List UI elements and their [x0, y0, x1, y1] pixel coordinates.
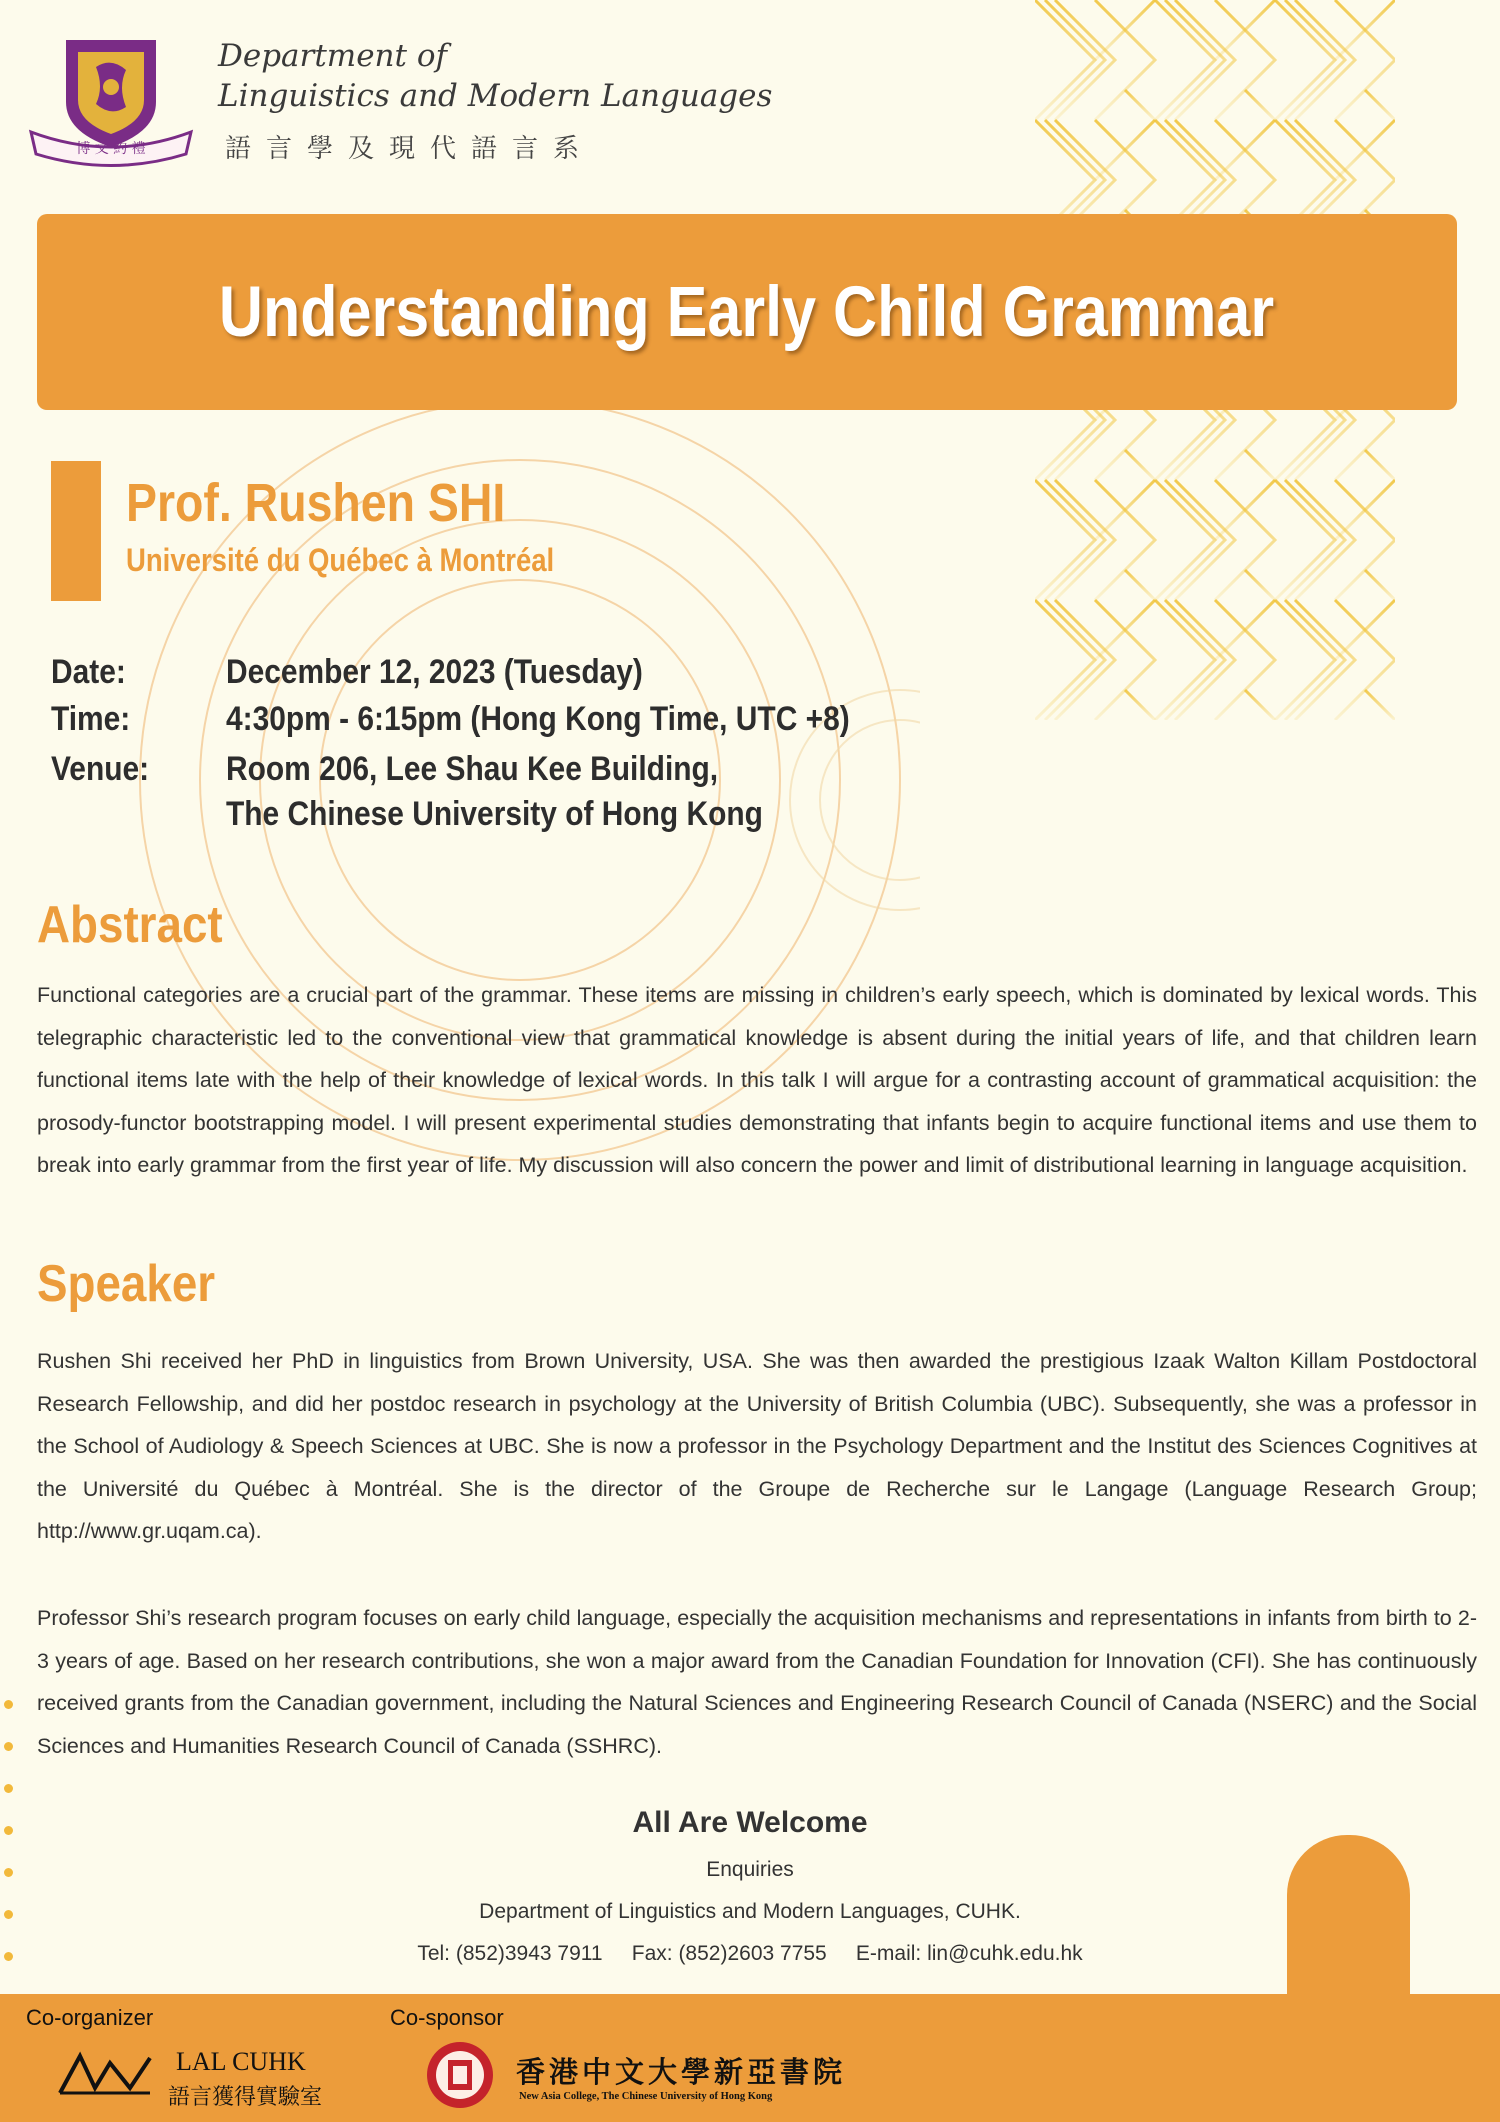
time-label: Time: — [51, 700, 131, 738]
speaker-name: Prof. Rushen SHI — [126, 473, 506, 533]
venue-label: Venue: — [51, 750, 150, 788]
co-sponsor-label: Co-sponsor — [390, 2005, 504, 2030]
title-banner — [37, 214, 1457, 410]
all-are-welcome: All Are Welcome — [632, 1806, 868, 1839]
speaker-affiliation: Université du Québec à Montréal — [126, 542, 555, 578]
arch-decoration — [1287, 1835, 1410, 2010]
speaker-bio-paragraph-2: Professor Shi’s research program focuses on early child language, especially the acquisition mechanisms and representations in infants from birth to 2-3 years of age. Based on her research contributions, she won a major award from the Canadian Foundation for Innovation (CFI). She has continuously received grants from the Canadian government, including the Natural Sciences and Engineering Research Council of Canada (NSERC) and the Social Sciences and Humanities Research Council of Canada (SSHRC). — [37, 1606, 1477, 1758]
speaker-accent-bar — [51, 461, 101, 601]
speaker-heading: Speaker — [37, 1255, 216, 1313]
cuhk-crest-logo — [26, 32, 196, 168]
speaker-bio-paragraph-1: Rushen Shi received her PhD in linguistics from Brown University, USA. She was then awarded the prestigious Izaak Walton Killam Postdoctoral Research Fellowship, and did her postdoc research in psychology at the University of British Columbia (UBC). Subsequently, she was a professor in the School of Audiology & Speech Sciences at UBC. She is now a professor in the Psychology Department and the Institut des Sciences Cognitives at the Université du Québec à Montréal. She is the director of the Groupe de Recherche sur le Langage (Language Research Group; http://www.gr.uqam.ca). — [37, 1349, 1477, 1544]
fax: Fax: (852)2603 7755 — [631, 1942, 827, 1965]
date-label: Date: — [51, 653, 126, 691]
tel: Tel: (852)3943 7911 — [417, 1942, 603, 1965]
abstract-text: Functional categories are a crucial part of the grammar. These items are missing in children’s early speech, which is dominated by lexical words. This telegraphic characteristic led to the conventional view that grammatical knowledge is absent during the initial years of life, and that children learn functional items late with the help of their knowledge of lexical words. In this talk I will argue for a contrasting account of grammatical acquisition: the prosody-functor bootstrapping model. I will present experimental studies demonstrating that infants begin to acquire functional items and use them to break into early grammar from the first year of life. My discussion will also concern the power and limit of distributional learning in language acquisition. — [37, 983, 1477, 1178]
lal-chinese-name: 語言獲得實驗室 — [168, 2084, 323, 2109]
svg-text:博 文 約 禮: 博 文 約 禮 — [76, 141, 146, 157]
lal-logo-icon — [55, 2048, 155, 2098]
date-value: December 12, 2023 (Tuesday) — [226, 653, 643, 691]
dept-name-line2: Linguistics and Modern Languages — [218, 78, 773, 114]
new-asia-college-english: New Asia College, The Chinese University of Hong Kong — [519, 2091, 773, 2102]
venue-line2: The Chinese University of Hong Kong — [226, 795, 763, 833]
co-organizer-label: Co-organizer — [26, 2005, 154, 2030]
dept-name-chinese: 語言學及現代語言系 — [225, 133, 595, 163]
email[interactable]: E-mail: lin@cuhk.edu.hk — [855, 1942, 1083, 1965]
time-value: 4:30pm - 6:15pm (Hong Kong Time, UTC +8) — [226, 700, 850, 738]
lal-cuhk-name: LAL CUHK — [176, 2047, 306, 2076]
venue-line1: Room 206, Lee Shau Kee Building, — [226, 750, 719, 788]
new-asia-college-seal-icon — [425, 2040, 495, 2110]
event-title: Understanding Early Child Grammar — [219, 272, 1275, 352]
abstract-heading: Abstract — [37, 896, 223, 954]
dept-name-line1: Department of — [218, 38, 447, 74]
new-asia-college-chinese: 香港中文大學新亞書院 — [516, 2055, 847, 2089]
enquiries-dept: Department of Linguistics and Modern Languages, CUHK. — [479, 1900, 1021, 1923]
enquiries-label: Enquiries — [706, 1858, 794, 1881]
contact-line — [0, 1942, 1500, 1966]
